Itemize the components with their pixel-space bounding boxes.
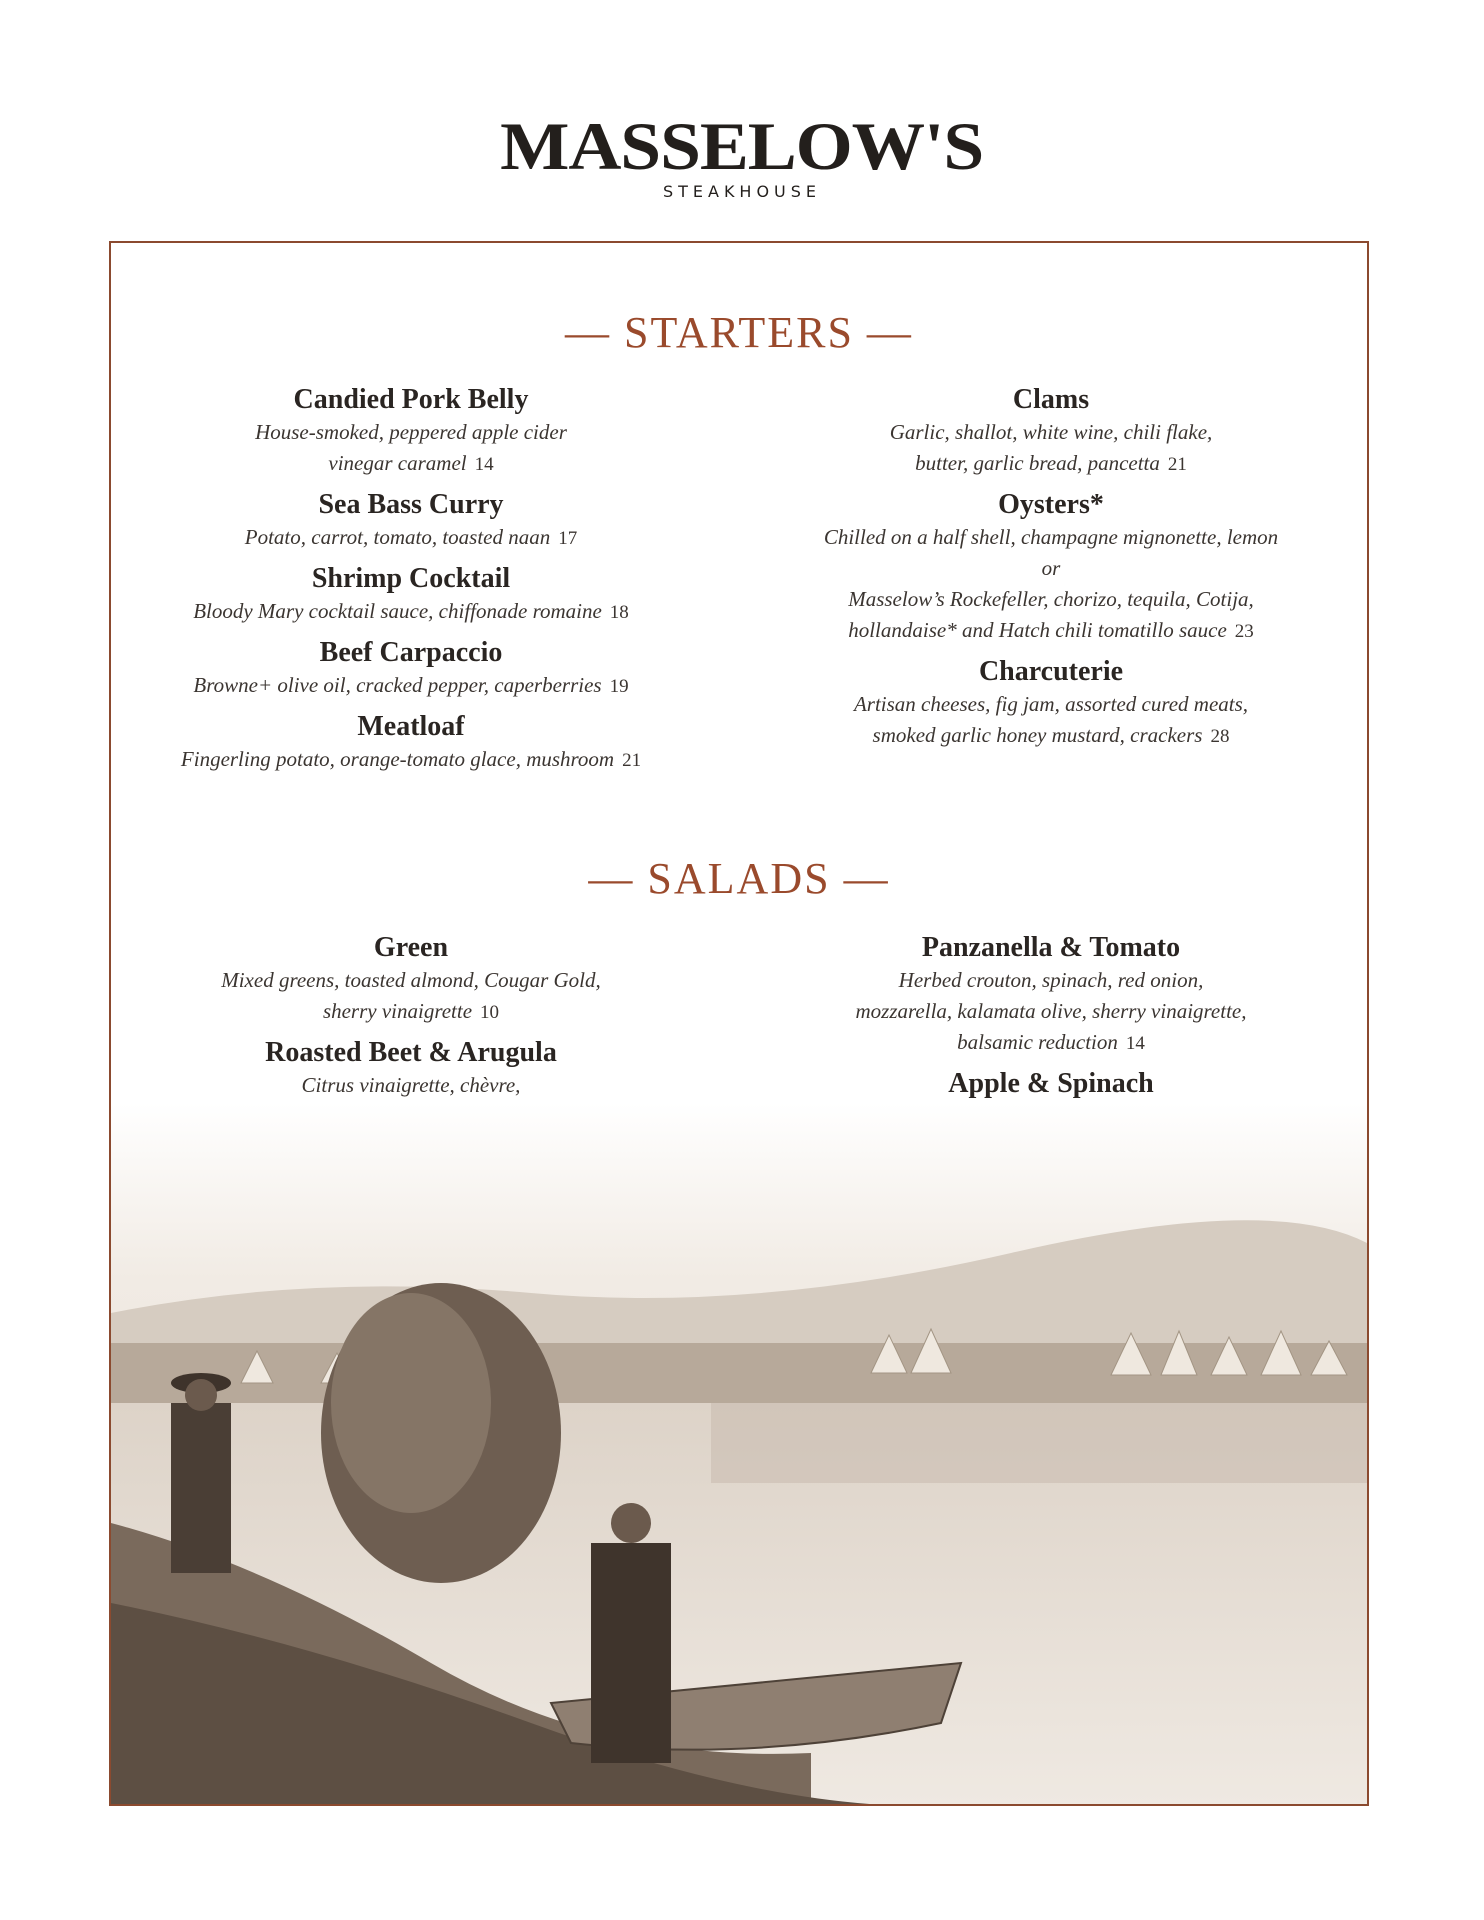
menu-item-description: or	[1041, 556, 1061, 580]
menu-item	[131, 383, 691, 480]
starters-title: — STARTERS —	[565, 308, 913, 357]
menu-item-price: 28	[1210, 726, 1230, 747]
historic-lake-photo	[111, 1103, 1367, 1806]
menu-item-price: 21	[622, 750, 642, 771]
menu-item	[131, 710, 691, 776]
menu-item-description: Artisan cheeses, fig jam, assorted cured meats,	[853, 692, 1249, 716]
menu-item	[131, 636, 691, 702]
menu-item-description: Citrus vinaigrette, chèvre,	[301, 1073, 521, 1097]
menu-item	[771, 488, 1331, 647]
menu-item-price: 18	[609, 602, 629, 623]
logo-name: MASSELOW'S	[500, 108, 984, 184]
menu-item-description: hollandaise* and Hatch chili tomatillo sauce 23	[848, 618, 1254, 642]
menu-item-description: Garlic, shallot, white wine, chili flake,	[889, 420, 1213, 444]
menu-item-description: Browne+ olive oil, cracked pepper, caperberries 19	[193, 673, 629, 697]
starters-right-column	[771, 383, 1331, 760]
menu-item-price: 17	[558, 528, 578, 549]
menu-item-price: 21	[1167, 454, 1187, 475]
menu-frame	[109, 241, 1369, 1806]
menu-item-name: Candied Pork Belly	[293, 384, 529, 415]
starters-left-column	[131, 383, 691, 784]
menu-item-price: 19	[609, 676, 629, 697]
menu-item-description: Mixed greens, toasted almond, Cougar Gold,	[221, 968, 601, 992]
menu-item-description: Masselow’s Rockefeller, chorizo, tequila, Cotija,	[848, 587, 1254, 611]
menu-item-name: Green	[373, 932, 449, 963]
salads-title: — SALADS —	[588, 854, 890, 903]
menu-item-name: Panzanella & Tomato	[921, 932, 1181, 963]
menu-item-name: Roasted Beet & Arugula	[265, 1037, 557, 1068]
menu-item	[131, 931, 691, 1028]
menu-item-description: smoked garlic honey mustard, crackers 28	[872, 723, 1230, 747]
menu-item-description: mozzarella, kalamata olive, sherry vinaigrette,	[855, 999, 1247, 1023]
menu-item-description: sherry vinaigrette 10	[322, 999, 500, 1023]
menu-item-description: Herbed crouton, spinach, red onion,	[898, 968, 1204, 992]
menu-item	[131, 562, 691, 628]
logo-subtitle: STEAKHOUSE	[662, 182, 822, 201]
menu-item-name: Shrimp Cocktail	[311, 563, 511, 594]
menu-item-description: balsamic reduction 14	[957, 1030, 1145, 1054]
menu-item-description: butter, garlic bread, pancetta 21	[915, 451, 1187, 475]
menu-item-name: Beef Carpaccio	[319, 637, 503, 668]
menu-item-name: Sea Bass Curry	[318, 489, 504, 520]
menu-item-description: Potato, carrot, tomato, toasted naan 17	[244, 525, 578, 549]
menu-item-price: 10	[480, 1002, 500, 1023]
restaurant-logo	[0, 108, 1484, 201]
menu-item-name: Meatloaf	[357, 711, 465, 742]
menu-item-name: Charcuterie	[978, 656, 1124, 687]
menu-item-price: 14	[1125, 1033, 1145, 1054]
menu-item-description: Fingerling potato, orange-tomato glace, mushroom 21	[180, 747, 642, 771]
menu-item-description: House-smoked, peppered apple cider	[255, 420, 567, 444]
menu-item	[771, 931, 1331, 1059]
menu-item-name: Oysters*	[998, 489, 1104, 520]
menu-item-description: Chilled on a half shell, champagne mignonette, lemon	[823, 525, 1279, 549]
menu-item	[771, 655, 1331, 752]
menu-item-price: 14	[474, 454, 494, 475]
menu-item	[771, 383, 1331, 480]
menu-item-name: Clams	[1012, 384, 1090, 415]
menu-item-description: Bloody Mary cocktail sauce, chiffonade romaine 18	[193, 599, 629, 623]
menu-item	[131, 488, 691, 554]
menu-item-description: vinegar caramel 14	[328, 451, 494, 475]
menu-item-name: Apple & Spinach	[948, 1068, 1154, 1099]
menu-item-price: 23	[1234, 621, 1254, 642]
